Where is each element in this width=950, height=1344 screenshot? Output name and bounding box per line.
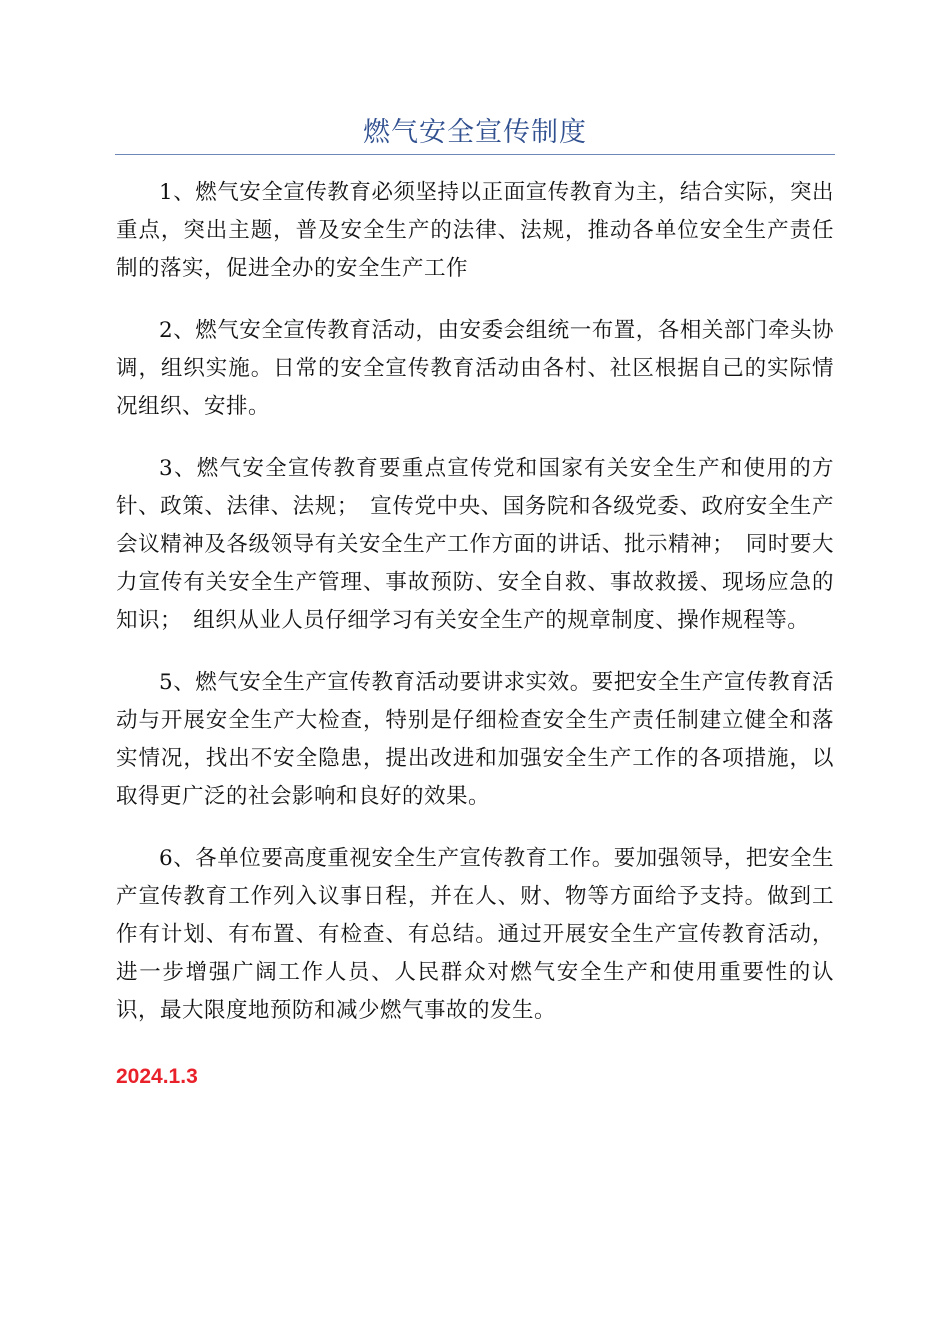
paragraph-6: 6、各单位要高度重视安全生产宣传教育工作。要加强领导，把安全生产宣传教育工作列入议事日程，并在人、财、物等方面给予支持。做到工作有计划、有布置、有检查、有总结。通过开展安全生产宣传教育活动，进一步增强广阔工作人员、人民群众对燃气安全生产和使用重要性的认识，最大限度地预防和减少燃气事故的发生。 bbox=[116, 846, 834, 1023]
document-title: 燃气安全宣传制度 bbox=[363, 117, 587, 148]
paragraph-5: 5、燃气安全生产宣传教育活动要讲求实效。要把安全生产宣传教育活动与开展安全生产大检查，特别是仔细检查安全生产责任制建立健全和落实情况，找出不安全隐患，提出改进和加强安全生产工作的各项措施，以取得更广泛的社会影响和良好的效果。 bbox=[116, 670, 834, 809]
title-underline bbox=[115, 154, 835, 155]
paragraph-1: 1、燃气安全宣传教育必须坚持以正面宣传教育为主，结合实际，突出重点，突出主题，普及安全生产的法律、法规，推动各单位安全生产责任制的落实，促进全办的安全生产工作 bbox=[116, 180, 834, 281]
document-date: 2024.1.3 bbox=[116, 1065, 198, 1088]
paragraph-3: 3、燃气安全宣传教育要重点宣传党和国家有关安全生产和使用的方针、政策、法律、法规； 宣传党中央、国务院和各级党委、政府安全生产会议精神及各级领导有关安全生产工作方面的讲话、批示精神； 同时要大力宣传有关安全生产管理、事故预防、安全自救、事故救援、现场应急的知识； 组织从业人员仔细学习有关安全生产的规章制度、操作规程等。 bbox=[116, 456, 834, 633]
document-body bbox=[116, 174, 834, 1054]
paragraph-2: 2、燃气安全宣传教育活动，由安委会组统一布置，各相关部门牵头协调，组织实施。日常的安全宣传教育活动由各村、社区根据自己的实际情况组织、安排。 bbox=[116, 318, 834, 419]
